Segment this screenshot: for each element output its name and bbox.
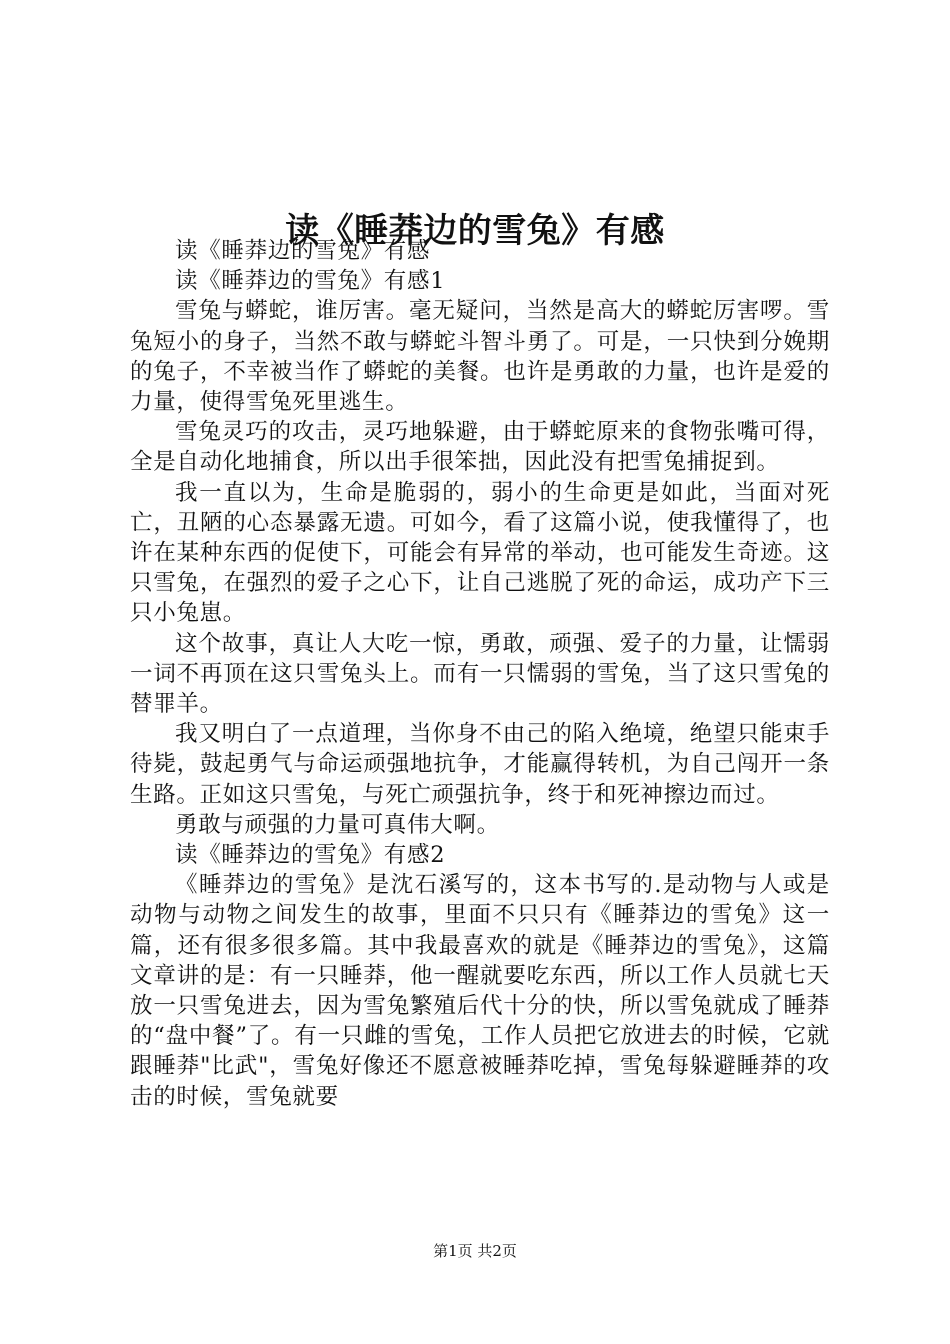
body-paragraph: 我一直以为，生命是脆弱的，弱小的生命更是如此，当面对死亡，丑陋的心态暴露无遗。可如今，看了这篇小说，使我懂得了，也许在某种东西的促使下，可能会有异常的举动，也可能发生奇迹。这只雪兔，在强烈的爱子之心下，让自己逃脱了死的命运，成功产下三只小兔崽。	[130, 479, 830, 627]
page-number-footer: 第1页 共2页	[433, 1242, 517, 1260]
body-paragraph: 勇敢与顽强的力量可真伟大啊。	[175, 811, 500, 838]
body-paragraph: 这个故事，真让人大吃一惊，勇敢，顽强、爱子的力量，让懦弱一词不再顶在这只雪兔头上。而有一只懦弱的雪兔，当了这只雪兔的替罪羊。	[130, 630, 830, 718]
subtitle-paragraph: 读《睡莽边的雪兔》有感	[175, 238, 431, 264]
body-paragraph: 我又明白了一点道理，当你身不由己的陷入绝境，绝望只能束手待毙，鼓起勇气与命运顽强地抗争，才能赢得转机，为自己闯开一条生路。正如这只雪兔，与死亡顽强抗争，终于和死神擦边而过。	[130, 721, 830, 808]
document-body	[130, 236, 830, 1112]
body-paragraph: 雪兔与蟒蛇，谁厉害。毫无疑问，当然是高大的蟒蛇厉害啰。雪兔短小的身子，当然不敢与蟒蛇斗智斗勇了。可是，一只快到分娩期的兔子，不幸被当作了蟒蛇的美餐。也许是勇敢的力量，也许是爱的力量，使得雪兔死里逃生。	[130, 298, 830, 416]
document-title: 读《睡莽边的雪兔》有感	[285, 210, 665, 251]
section-heading-1: 读《睡莽边的雪兔》有感1	[175, 268, 446, 295]
body-paragraph: 《睡莽边的雪兔》是沈石溪写的，这本书写的.是动物与人或是动物与动物之间发生的故事，里面不只只有《睡莽边的雪兔》这一篇，还有很多很多篇。其中我最喜欢的就是《睡莽边的雪兔》，这篇文章讲的是：有一只睡莽，他一醒就要吃东西，所以工作人员就七天放一只雪兔进去，因为雪兔繁殖后代十分的快，所以雪兔就成了睡莽的“盘中餐”了。有一只雌的雪兔，工作人员把它放进去的时候，它就跟睡莽"比武"，雪兔好像还不愿意被睡莽吃掉，雪兔每躲避睡莽的攻击的时候，雪兔就要	[130, 872, 830, 1110]
body-paragraph: 雪兔灵巧的攻击，灵巧地躲避，由于蟒蛇原来的食物张嘴可得，全是自动化地捕食，所以出手很笨拙，因此没有把雪兔捕捉到。	[130, 419, 830, 476]
section-heading-2: 读《睡莽边的雪兔》有感2	[175, 842, 446, 869]
